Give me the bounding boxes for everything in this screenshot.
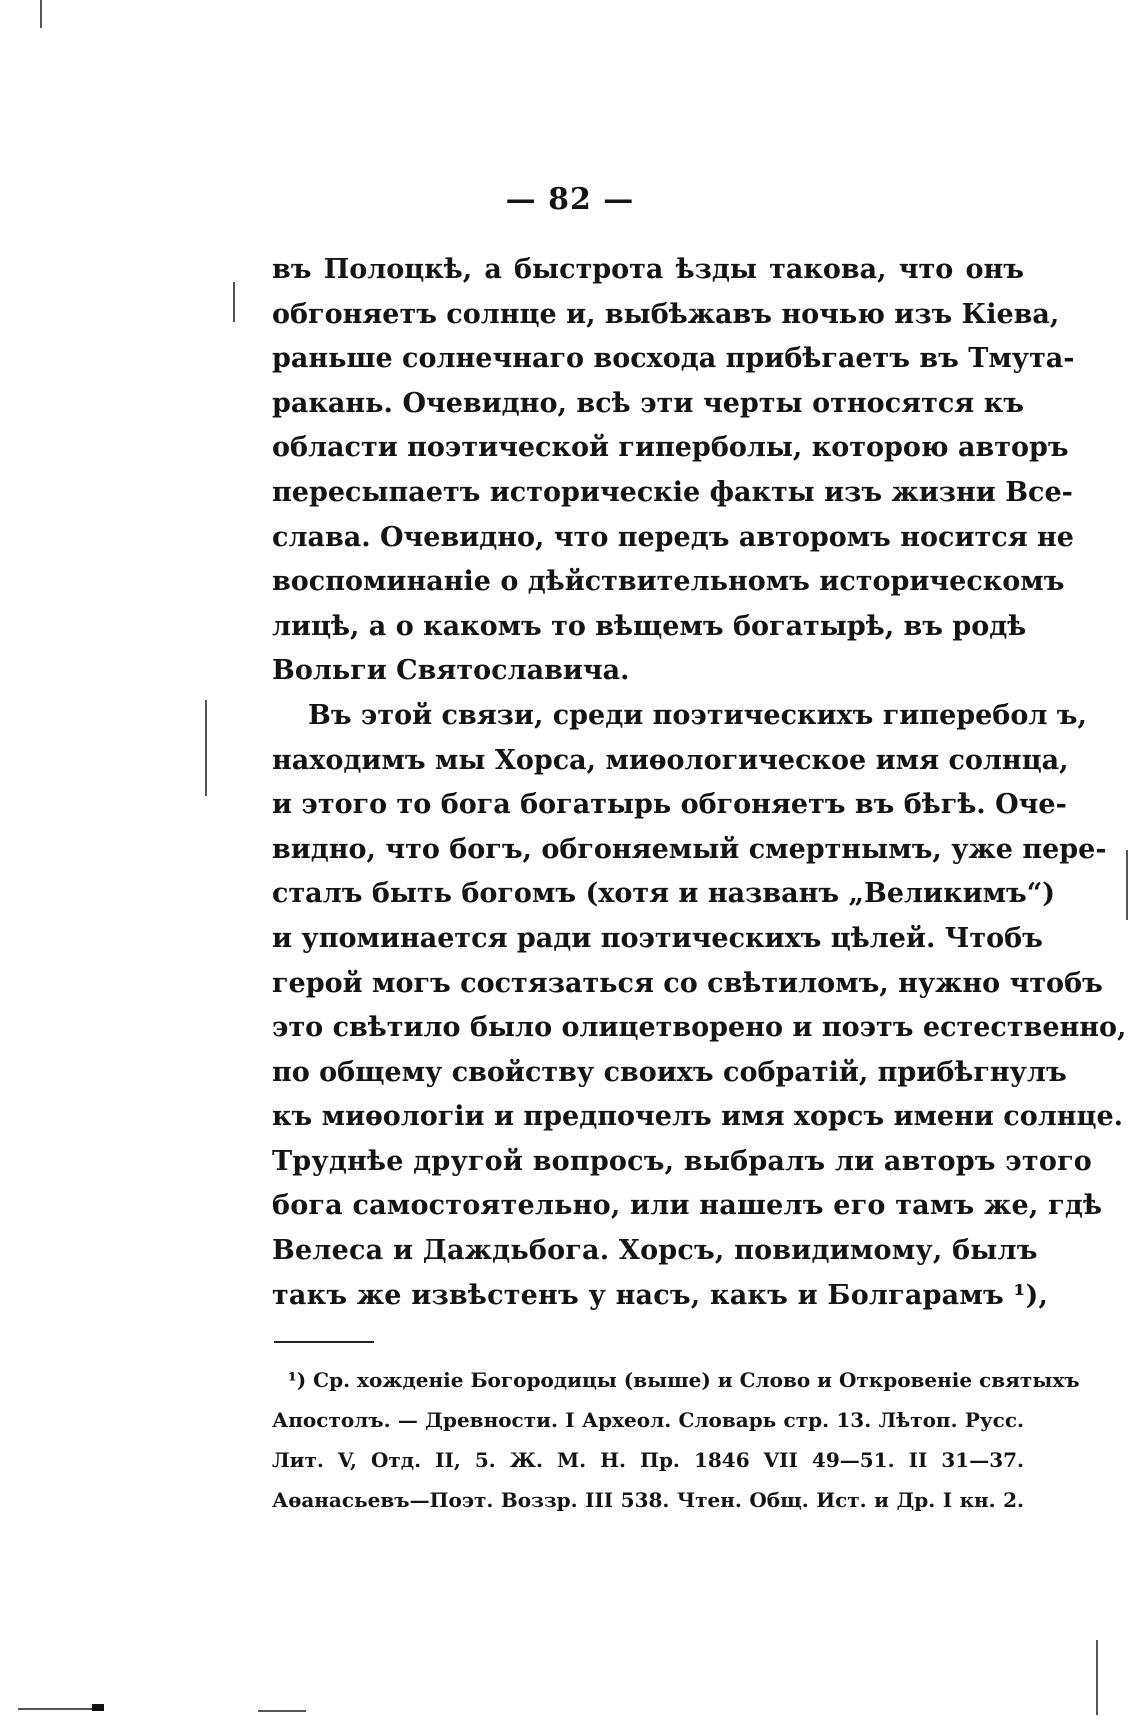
text-line: находимъ мы Хорса, миѳологическое имя солнца,: [272, 744, 1069, 776]
scan-edge-mark-right: [1096, 1640, 1098, 1715]
scan-edge-mark-left: [205, 700, 207, 796]
footnote-line: Лит. V, Отд. II, 5. Ж. М. Н. Пр. 1846 VII 49—51. II 31—37.: [272, 1448, 1024, 1472]
footnote-divider: [274, 1341, 374, 1343]
scan-edge-mark-top: [40, 0, 42, 28]
text-line: Въ этой связи, среди поэтическихъ гиперебол ъ,: [308, 699, 1087, 731]
text-line: пересыпаетъ историческіе факты изъ жизни Все-: [272, 476, 1073, 508]
text-line: и упоминается ради поэтическихъ цѣлей. Чтобъ: [272, 922, 1043, 954]
text-line: такъ же извѣстенъ у насъ, какъ и Болгарамъ ¹),: [272, 1279, 1049, 1311]
paragraph: [272, 694, 1127, 1318]
text-line: сталъ быть богомъ (хотя и названъ „Великимъ“): [272, 878, 1056, 910]
scan-edge-mark-bottom: [18, 1708, 100, 1710]
page-number: — 82 —: [505, 182, 635, 217]
text-line: по общему свойству своихъ собратій, прибѣгнулъ: [272, 1056, 1067, 1088]
text-line: лицѣ, а о какомъ то вѣщемъ богатырѣ, въ родѣ: [272, 610, 1027, 642]
text-line: обгоняетъ солнце и, выбѣжавъ ночью изъ Кіева,: [272, 298, 1060, 330]
scan-edge-mark-left: [233, 282, 235, 322]
footnote-line: Апостолъ. — Древности. I Археол. Словарь стр. 13. Лѣтоп. Русс.: [272, 1408, 1024, 1432]
scan-edge-mark-bottom: [258, 1710, 306, 1712]
text-line: къ миѳологіи и предпочелъ имя хорсъ имени солнце.: [272, 1101, 1124, 1133]
text-line: Велеса и Даждьбога. Хорсъ, повидимому, былъ: [272, 1235, 1038, 1267]
text-line: это свѣтило было олицетворено и поэтъ естественно,: [272, 1012, 1127, 1044]
text-line: слава. Очевидно, что передъ авторомъ носится не: [272, 521, 1074, 553]
footnote-line: Аѳанасьевъ—Поэт. Воззр. III 538. Чтен. Общ. Ист. и Др. I кн. 2.: [272, 1488, 1024, 1512]
text-line: воспоминаніе о дѣйствительномъ историческомъ: [272, 566, 1065, 598]
body-text: [272, 248, 1127, 1318]
scan-edge-mark-bottom: [92, 1704, 104, 1711]
footnote: [272, 1360, 1080, 1520]
text-line: Вольги Святославича.: [272, 655, 630, 687]
text-line: герой могъ состязаться со свѣтиломъ, нужно чтобъ: [272, 967, 1103, 999]
text-line: видно, что богъ, обгоняемый смертнымъ, уже пере-: [272, 833, 1107, 865]
scan-edge-mark-right: [1126, 850, 1128, 920]
paragraph: [272, 248, 1075, 694]
text-line: бога самостоятельно, или нашелъ его тамъ же, гдѣ: [272, 1190, 1103, 1222]
footnote-line: ¹) Ср. хожденіе Богородицы (выше) и Слово и Откровеніе святыхъ: [288, 1368, 1080, 1392]
text-line: ракань. Очевидно, всѣ эти черты относятся къ: [272, 387, 1024, 419]
text-line: раньше солнечнаго восхода прибѣгаетъ въ Тмута-: [272, 343, 1075, 375]
text-line: въ Полоцкѣ, а быстрота ѣзды такова, что онъ: [272, 254, 1024, 285]
text-line: Труднѣе другой вопросъ, выбралъ ли авторъ этого: [272, 1145, 1093, 1177]
text-line: и этого то бога богатырь обгоняетъ въ бѣгѣ. Оче-: [272, 789, 1067, 821]
text-line: области поэтической гиперболы, которою авторъ: [272, 432, 1069, 464]
